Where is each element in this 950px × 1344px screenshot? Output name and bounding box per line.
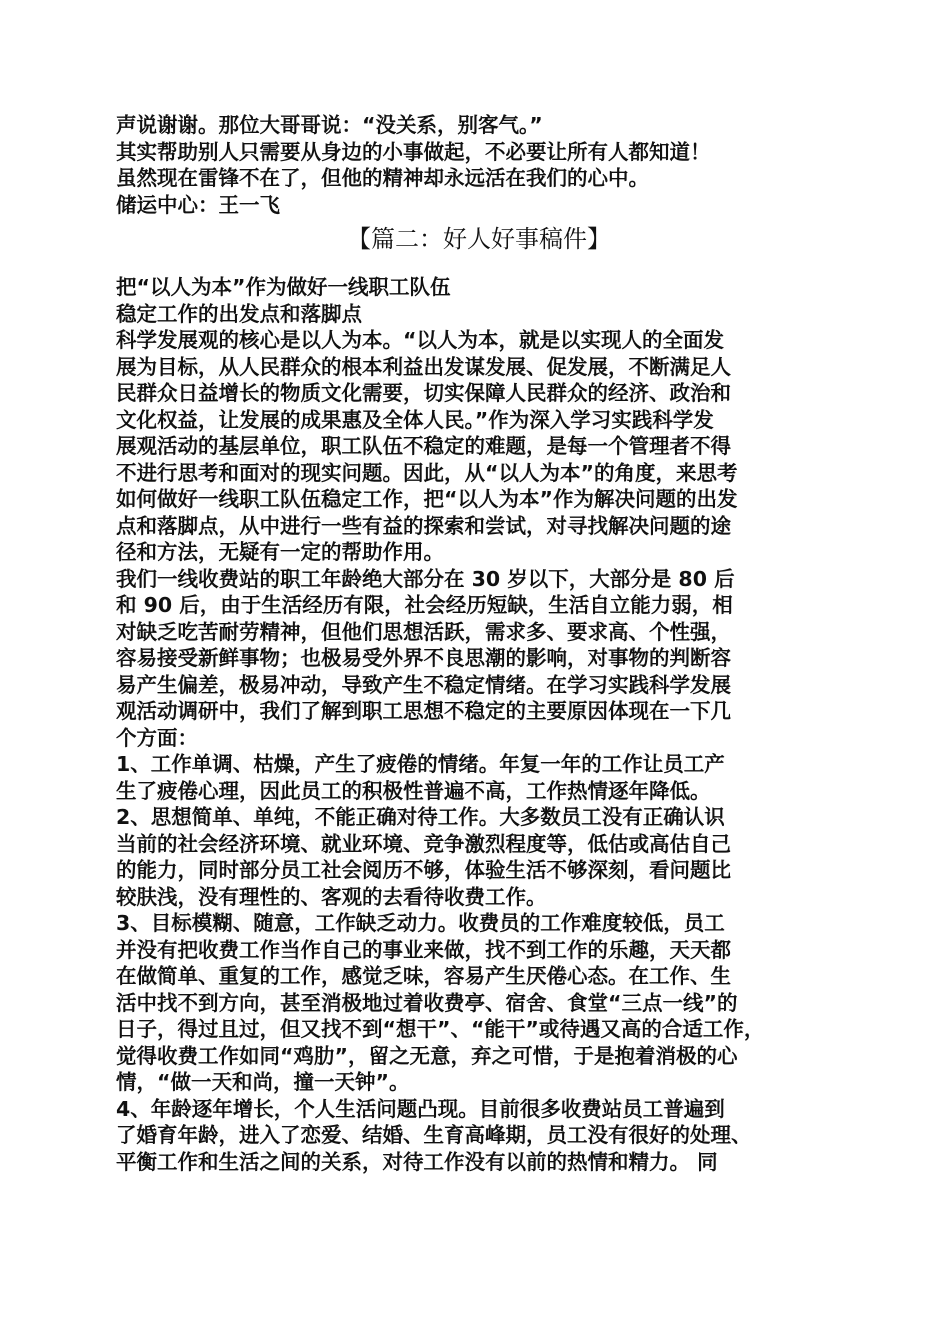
body-line: 平衡工作和生活之间的关系，对待工作没有以前的热情和精力。 同 bbox=[116, 1149, 718, 1174]
body-line: 活中找不到方向，甚至消极地过着收费亭、宿舍、食堂“三点一线”的 bbox=[116, 990, 738, 1015]
body-line: 易产生偏差，极易冲动，导致产生不稳定情绪。在学习实践科学发展 bbox=[116, 672, 731, 697]
body-line: 觉得收费工作如同“鸡肋”，留之无意，弃之可惜，于是抱着消极的心 bbox=[116, 1043, 738, 1068]
body-line: 2、思想简单、单纯，不能正确对待工作。大多数员工没有正确认识 bbox=[116, 805, 725, 829]
article-body bbox=[116, 327, 842, 1175]
top-section bbox=[116, 112, 842, 218]
body-line: 民群众日益增长的物质文化需要，切实保障人民群众的经济、政治和 bbox=[116, 381, 731, 405]
title-line: 稳定工作的出发点和落脚点 bbox=[116, 301, 362, 326]
title-line: 把“以人为本”作为做好一线职工队伍 bbox=[116, 275, 451, 299]
body-line: 3、目标模糊、随意，工作缺乏动力。收费员的工作难度较低，员工 bbox=[116, 911, 725, 935]
body-line: 当前的社会经济环境、就业环境、竞争激烈程度等，低估或高估自己 bbox=[116, 831, 731, 856]
body-line: 展为目标，从人民群众的根本利益出发谋发展、促发展，不断满足人 bbox=[116, 354, 731, 379]
body-line: 径和方法，无疑有一定的帮助作用。 bbox=[116, 540, 444, 564]
text-line: 虽然现在雷锋不在了，但他的精神却永远活在我们的心中。 bbox=[116, 166, 649, 190]
body-line: 观活动调研中，我们了解到职工思想不稳定的主要原因体现在一下几 bbox=[116, 699, 731, 723]
body-line: 如何做好一线职工队伍稳定工作，把“以人为本”作为解决问题的出发 bbox=[116, 487, 738, 511]
body-line: 不进行思考和面对的现实问题。因此，从“以人为本”的角度，来思考 bbox=[116, 460, 738, 485]
body-line: 个方面： bbox=[116, 725, 198, 750]
body-line: 在做简单、重复的工作，感觉乏味，容易产生厌倦心态。在工作、生 bbox=[116, 964, 731, 988]
body-line: 日子，得过且过，但又找不到“想干”、“能干”或待遇又高的合适工作， bbox=[116, 1017, 765, 1041]
body-line: 文化权益，让发展的成果惠及全体人民。”作为深入学习实践科学发 bbox=[116, 407, 714, 432]
body-line: 我们一线收费站的职工年龄绝大部分在 30 岁以下，大部分是 80 后 bbox=[116, 566, 735, 591]
body-line: 生了疲倦心理，因此员工的积极性普遍不高，工作热情逐年降低。 bbox=[116, 778, 711, 803]
body-line: 展观活动的基层单位，职工队伍不稳定的难题，是每一个管理者不得 bbox=[116, 434, 731, 458]
body-line: 对缺乏吃苦耐劳精神，但他们思想活跃，需求多、要求高、个性强， bbox=[116, 619, 731, 644]
body-line: 科学发展观的核心是以人为本。“以人为本，就是以实现人的全面发 bbox=[116, 328, 724, 352]
document-page bbox=[116, 112, 842, 1175]
text-line: 声说谢谢。那位大哥哥说：“没关系，别客气。” bbox=[116, 113, 543, 137]
body-line: 1、工作单调、枯燥，产生了疲倦的情绪。年复一年的工作让员工产 bbox=[116, 752, 725, 776]
body-line: 的能力，同时部分员工社会阅历不够，体验生活不够深刻，看问题比 bbox=[116, 858, 731, 882]
article-title bbox=[116, 274, 842, 327]
body-line: 情，“做一天和尚，撞一天钟”。 bbox=[116, 1070, 410, 1094]
body-line: 和 90 后，由于生活经历有限，社会经历短缺，生活自立能力弱，相 bbox=[116, 593, 733, 617]
author-line: 储运中心：王一飞 bbox=[116, 192, 280, 217]
body-line: 了婚育年龄，进入了恋爱、结婚、生育高峰期，员工没有很好的处理、 bbox=[116, 1123, 752, 1147]
body-line: 点和落脚点，从中进行一些有益的探索和尝试，对寻找解决问题的途 bbox=[116, 513, 731, 538]
body-line: 4、年龄逐年增长，个人生活问题凸现。目前很多收费站员工普遍到 bbox=[116, 1096, 725, 1121]
body-line: 较肤浅，没有理性的、客观的去看待收费工作。 bbox=[116, 884, 547, 909]
body-line: 容易接受新鲜事物；也极易受外界不良思潮的影响，对事物的判断容 bbox=[116, 646, 731, 670]
section-heading: 【篇二：好人好事稿件】 bbox=[347, 225, 611, 253]
body-line: 并没有把收费工作当作自己的事业来做，找不到工作的乐趣，天天都 bbox=[116, 937, 731, 962]
text-line: 其实帮助别人只需要从身边的小事做起，不必要让所有人都知道！ bbox=[116, 139, 711, 164]
